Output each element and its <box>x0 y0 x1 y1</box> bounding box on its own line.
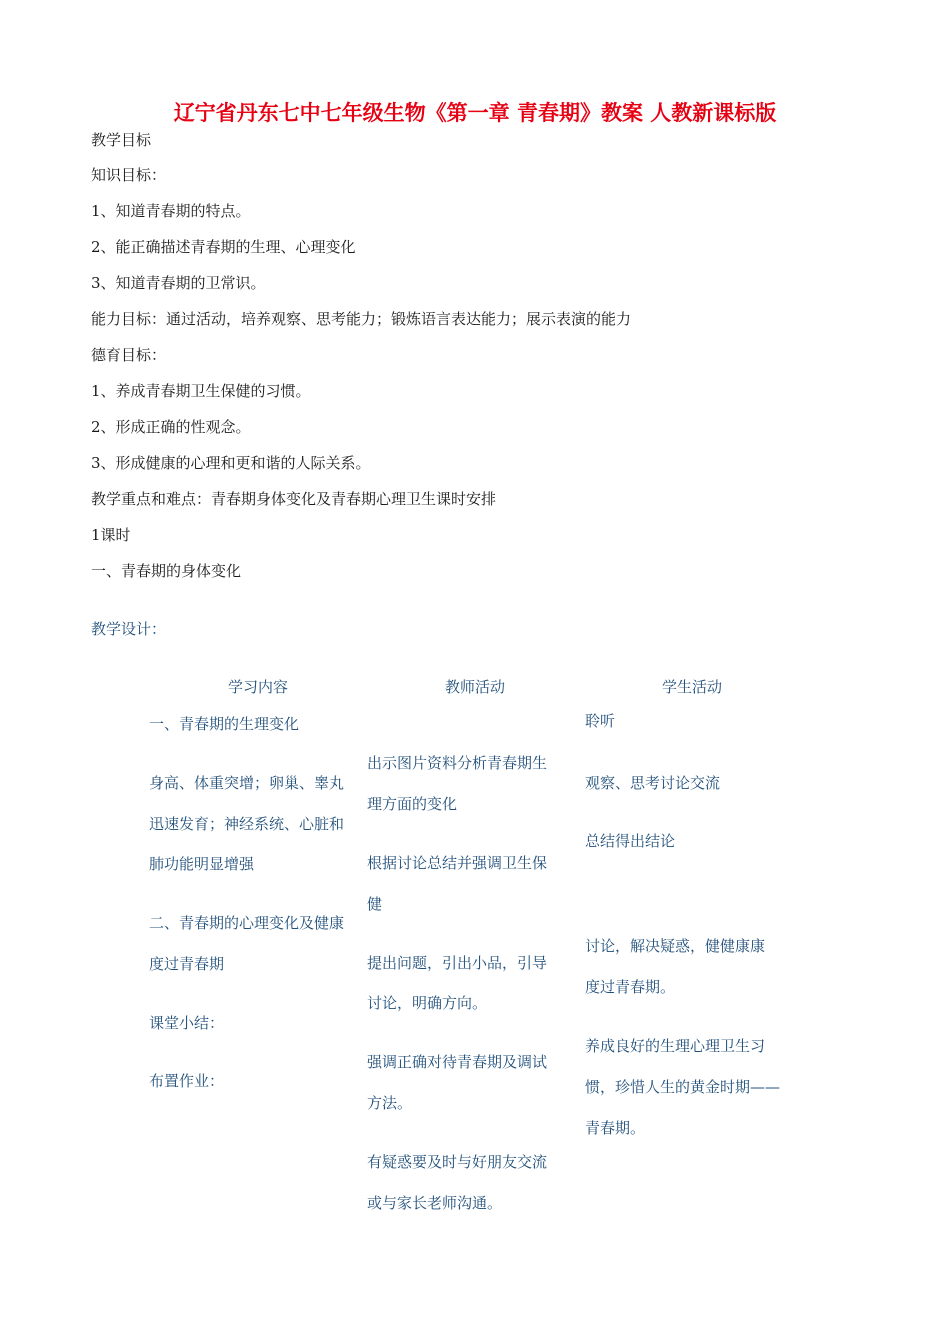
text-line: 教学目标 <box>91 131 152 149</box>
student-cell: 青春期。 <box>585 1119 646 1137</box>
text-line: 知识目标： <box>91 166 167 184</box>
design-label: 教学设计： <box>91 620 167 638</box>
text-line: 1、知道青春期的特点。 <box>91 202 251 220</box>
content-cell: 度过青春期 <box>149 955 225 973</box>
student-cell: 惯，珍惜人生的黄金时期—— <box>585 1078 781 1096</box>
teacher-cell: 出示图片资料分析青春期生 <box>367 754 548 772</box>
teacher-cell: 理方面的变化 <box>367 795 458 813</box>
text-line: 教学重点和难点：青春期身体变化及青春期心理卫生课时安排 <box>91 490 497 508</box>
student-cell: 总结得出结论 <box>585 832 676 850</box>
text-line: 2、形成正确的性观念。 <box>91 418 251 436</box>
table-header-teacher: 教师活动 <box>444 678 505 696</box>
text-line: 2、能正确描述青春期的生理、心理变化 <box>91 238 356 256</box>
text-line: 一、青春期的身体变化 <box>91 562 242 580</box>
teacher-cell: 讨论，明确方向。 <box>367 994 488 1012</box>
student-cell: 聆听 <box>585 712 616 730</box>
teacher-cell: 健 <box>367 895 383 913</box>
text-line: 德育目标： <box>91 346 167 364</box>
student-cell: 讨论，解决疑惑，健健康康 <box>585 937 766 955</box>
table-header-content: 学习内容 <box>227 678 288 696</box>
teacher-cell: 或与家长老师沟通。 <box>367 1194 503 1212</box>
content-cell: 一、青春期的生理变化 <box>149 715 300 733</box>
content-cell: 身高、体重突增；卵巢、睾丸 <box>149 774 345 792</box>
content-cell: 肺功能明显增强 <box>149 855 255 873</box>
student-cell: 养成良好的生理心理卫生习 <box>585 1037 766 1055</box>
teacher-cell: 根据讨论总结并强调卫生保 <box>367 854 548 872</box>
text-line: 1、养成青春期卫生保健的习惯。 <box>91 382 311 400</box>
text-line: 3、知道青春期的卫常识。 <box>91 274 266 292</box>
teacher-cell: 强调正确对待青春期及调试 <box>367 1053 548 1071</box>
student-cell: 观察、思考讨论交流 <box>585 774 721 792</box>
teacher-cell: 提出问题，引出小品，引导 <box>367 954 548 972</box>
document-title: 辽宁省丹东七中七年级生物《第一章 青春期》教案 人教新课标版 <box>173 101 777 125</box>
content-cell: 课堂小结： <box>149 1014 225 1032</box>
teacher-cell: 有疑惑要及时与好朋友交流 <box>367 1153 548 1171</box>
student-cell: 度过青春期。 <box>585 978 676 996</box>
content-cell: 迅速发育；神经系统、心脏和 <box>149 815 345 833</box>
text-line: 3、形成健康的心理和更和谐的人际关系。 <box>91 454 371 472</box>
table-header-student: 学生活动 <box>661 678 722 696</box>
teacher-cell: 方法。 <box>367 1094 413 1112</box>
content-cell: 二、青春期的心理变化及健康 <box>149 914 345 932</box>
content-cell: 布置作业： <box>149 1072 225 1090</box>
text-line: 1课时 <box>91 526 131 544</box>
text-line: 能力目标：通过活动，培养观察、思考能力；锻炼语言表达能力；展示表演的能力 <box>91 310 632 328</box>
